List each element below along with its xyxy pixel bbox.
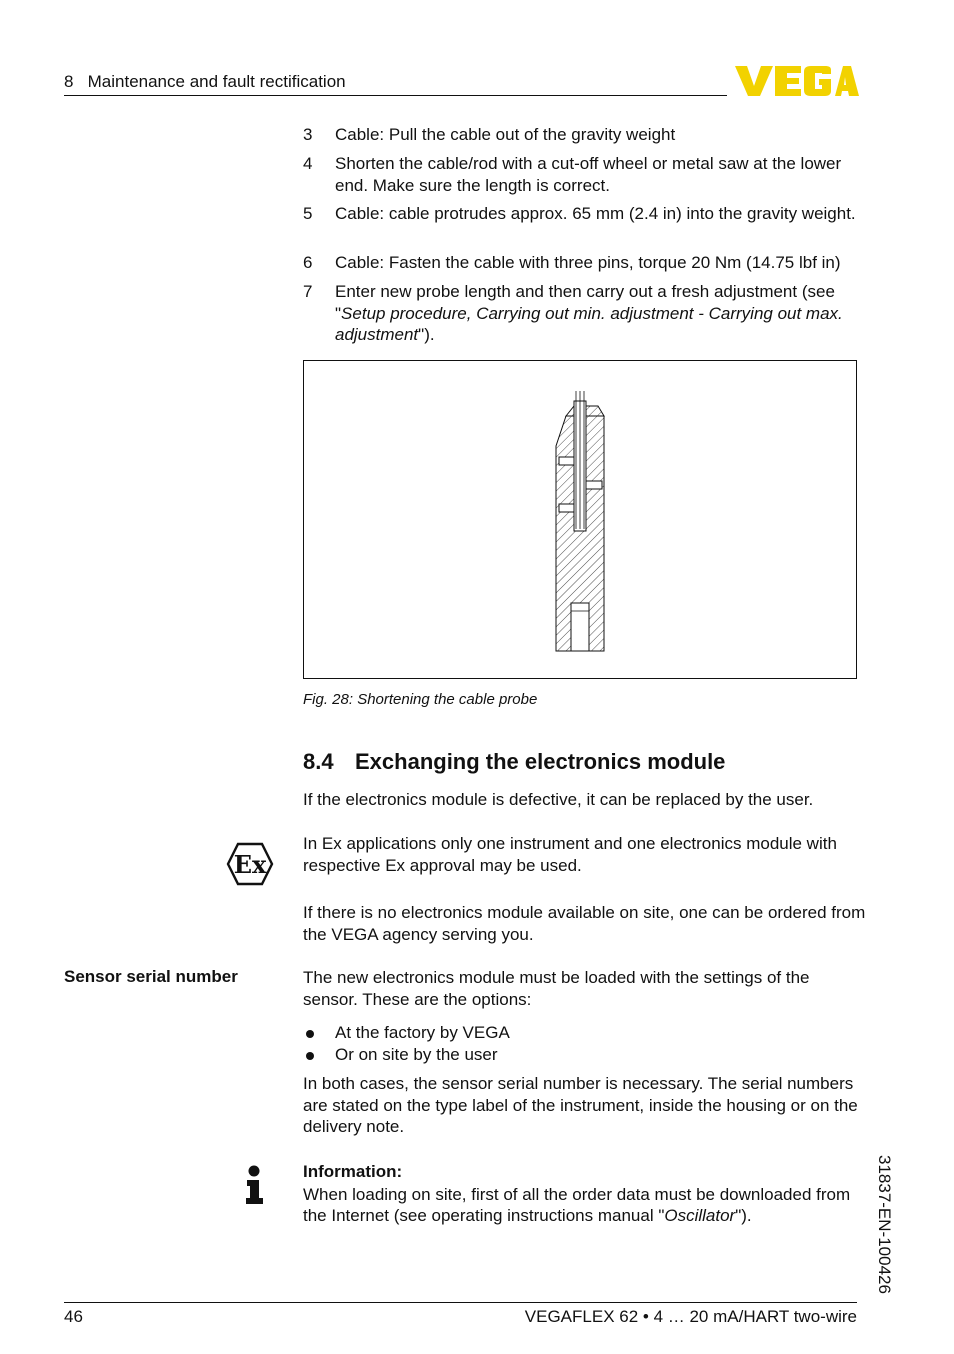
section-title: Exchanging the electronics module	[355, 749, 726, 774]
vega-logo	[735, 64, 859, 98]
pin	[586, 481, 602, 489]
step-text: Cable: Fasten the cable with three pins, torque 20 Nm (14.75 lbf in)	[335, 253, 841, 272]
side-label: Sensor serial number	[64, 967, 238, 986]
threaded-hole	[571, 603, 589, 651]
figure-caption: Fig. 28: Shortening the cable probe	[303, 691, 538, 708]
ex-note-paragraph: In Ex applications only one instrument and one electronics module with respective Ex approval may be used.	[303, 834, 837, 875]
doc-code: 31837-EN-100426	[875, 1155, 894, 1294]
ex-hexagon-icon	[226, 842, 274, 886]
step-text: Enter new probe length and then carry out a fresh adjustment (see "Setup procedure, Carrying out min. adjustment - Carrying out max. adjustment").	[335, 282, 843, 344]
svg-text:Ex: Ex	[233, 850, 267, 879]
step-number: 3	[303, 125, 313, 144]
pin	[559, 457, 574, 465]
intro-paragraph: If the electronics module is defective, it can be replaced by the user.	[303, 790, 814, 809]
step-number: 6	[303, 253, 313, 272]
serial-note-paragraph: In both cases, the sensor serial number is necessary. The serial numbers are stated on the type label of the instrument, inside the housing or on the delivery note.	[303, 1074, 858, 1136]
ordering-paragraph: If there is no electronics module available on site, one can be ordered from the VEGA agency serving you.	[303, 903, 866, 944]
running-header: 8 Maintenance and fault rectification	[64, 72, 346, 91]
info-title: Information:	[303, 1162, 403, 1181]
footer-rule	[64, 1302, 857, 1303]
step-number: 7	[303, 282, 313, 301]
section-heading	[303, 749, 725, 775]
info-icon	[244, 1165, 266, 1205]
cable-probe-drawing	[304, 361, 856, 678]
figure-frame	[303, 360, 857, 679]
header-rule	[64, 95, 727, 96]
step-text: Cable: Pull the cable out of the gravity weight	[335, 125, 676, 144]
information-block	[303, 1161, 863, 1227]
step-number: 5	[303, 204, 313, 223]
step-number: 4	[303, 154, 313, 173]
pin	[559, 504, 574, 512]
info-text: When loading on site, first of all the order data must be downloaded from the Internet (see operating instructions manual "Oscillator").	[303, 1184, 851, 1225]
footer-product: VEGAFLEX 62 • 4 … 20 mA/HART two-wire	[524, 1307, 857, 1326]
bullet-icon	[306, 1052, 314, 1060]
step-text: Cable: cable protrudes approx. 65 mm (2.4 in) into the gravity weight.	[335, 204, 856, 223]
bullet-icon	[306, 1030, 314, 1038]
page-number: 46	[64, 1307, 83, 1326]
logo-lettering	[735, 66, 859, 96]
serial-intro-paragraph: The new electronics module must be loaded with the settings of the sensor. These are the options:	[303, 968, 810, 1009]
section-number: 8.4	[303, 749, 334, 774]
step-text: Shorten the cable/rod with a cut-off wheel or metal saw at the lower end. Make sure the length is correct.	[335, 154, 842, 195]
